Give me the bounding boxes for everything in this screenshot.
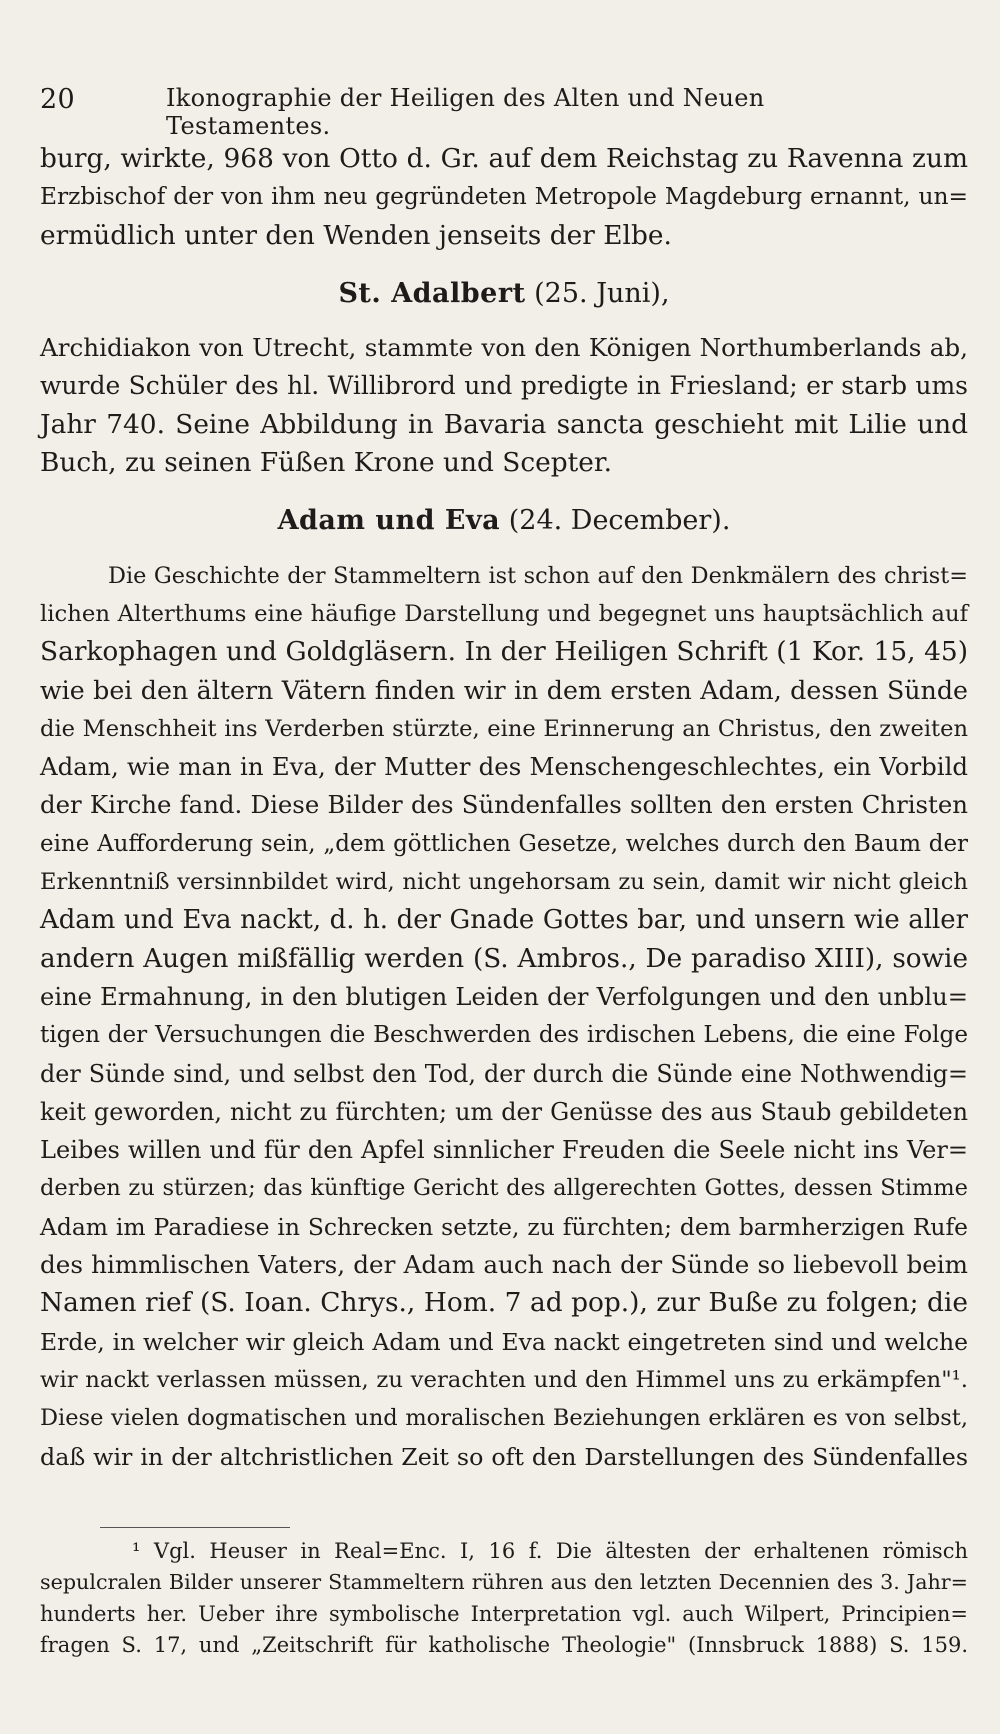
text-line: keit geworden, nicht zu fürchten; um der Genüsse des aus Staub gebildeten [40, 1097, 968, 1126]
text-line: Die Geschichte der Stammeltern ist schon auf den Denkmälern des christ= [108, 562, 968, 589]
text-line: Adam im Paradiese in Schrecken setzte, zu fürchten; dem barmherzigen Rufe [40, 1212, 968, 1241]
footnote-line: fragen S. 17, und „Zeitschrift für katholische Theologie" (Innsbruck 1888) S. 159. [40, 1633, 968, 1658]
text-line: andern Augen mißfällig werden (S. Ambros., De paradiso XIII), sowie [40, 943, 968, 974]
intro-paragraph [40, 140, 968, 255]
heading-feast-date: (24. December). [508, 505, 731, 537]
text-line: wurde Schüler des hl. Willibrord und predigte in Friesland; er starb ums [40, 371, 968, 401]
adam-eva-paragraph [40, 557, 968, 1476]
heading-feast-date: (25. Juni), [534, 277, 670, 309]
text-line: derben zu stürzen; das künftige Gericht des allgerechten Gottes, dessen Stimme [40, 1175, 968, 1202]
text-line: Erzbischof der von ihm neu gegründeten Metropole Magdeburg ernannt, un= [40, 183, 968, 211]
text-line: Erkenntniß versinnbildet wird, nicht ungehorsam zu sein, damit wir nicht gleich [40, 869, 968, 896]
text-line: Jahr 740. Seine Abbildung in Bavaria sancta geschieht mit Lilie und [40, 408, 968, 440]
page-number: 20 [40, 84, 75, 115]
section-heading-adam-eva [40, 502, 968, 540]
text-line: Leibes willen und für den Apfel sinnlicher Freuden die Seele nicht ins Ver= [40, 1136, 968, 1165]
text-line: daß wir in der altchristlichen Zeit so oft den Darstellungen des Sündenfalles [40, 1442, 968, 1471]
text-line: burg, wirkte, 968 von Otto d. Gr. auf dem Reichstag zu Ravenna zum [40, 143, 968, 174]
text-line: eine Ermahnung, in den blutigen Leiden der Verfolgungen und den unblu= [40, 982, 968, 1011]
text-line: Namen rief (S. Ioan. Chrys., Hom. 7 ad pop.), zur Buße zu folgen; die [40, 1287, 968, 1319]
text-line: Buch, zu seinen Füßen Krone und Scepter. [40, 447, 612, 479]
section-heading-adalbert [40, 275, 968, 313]
text-line: wir nackt verlassen müssen, zu verachten und den Himmel uns zu erkämpfen"¹. [40, 1366, 968, 1393]
text-line: lichen Alterthums eine häufige Darstellung und begegnet uns hauptsächlich auf [40, 600, 968, 627]
footnote-line: ¹ Vgl. Heuser in Real=Enc. I, 16 f. Die ältesten der erhaltenen römisch [132, 1539, 968, 1563]
text-line: des himmlischen Vaters, der Adam auch nach der Sünde so liebevoll beim [40, 1250, 968, 1280]
footnote [40, 1536, 968, 1662]
running-title: Ikonographie der Heiligen des Alten und Neuen Testamentes. [166, 84, 765, 140]
text-line: der Kirche fand. Diese Bilder des Sündenfalles sollten den ersten Christen [40, 790, 968, 820]
text-line: tigen der Versuchungen die Beschwerden des irdischen Lebens, die eine Folge [40, 1022, 968, 1049]
text-line: ermüdlich unter den Wenden jenseits der Elbe. [40, 219, 672, 251]
text-line: wie bei den ältern Vätern finden wir in dem ersten Adam, dessen Sünde [40, 675, 968, 705]
heading-saint-name: St. Adalbert [338, 277, 526, 309]
text-line: Erde, in welcher wir gleich Adam und Eva nackt eingetreten sind und welche [40, 1327, 968, 1356]
text-line: Archidiakon von Utrecht, stammte von den Königen Northumberlands ab, [40, 333, 968, 363]
text-line: Diese vielen dogmatischen und moralischen Beziehungen erklären es von selbst, [40, 1405, 968, 1432]
text-line: eine Aufforderung sein, „dem göttlichen Gesetze, welches durch den Baum der [40, 830, 968, 857]
text-line: die Menschheit ins Verderben stürzte, eine Erinnerung an Christus, den zweiten [40, 715, 968, 742]
main-text [40, 140, 968, 1476]
text-line: der Sünde sind, und selbst den Tod, der durch die Sünde eine Nothwendig= [40, 1059, 968, 1088]
text-line: Sarkophagen und Goldgläsern. In der Heiligen Schrift (1 Kor. 15, 45) [40, 636, 968, 668]
heading-saint-name: Adam und Eva [277, 505, 501, 537]
text-line: Adam, wie man in Eva, der Mutter des Menschengeschlechtes, ein Vorbild [40, 752, 968, 782]
adalbert-paragraph [40, 329, 968, 482]
footnote-line: sepulcralen Bilder unserer Stammeltern rühren aus den letzten Decennien des 3. Jahr= [40, 1570, 968, 1595]
footnote-rule [100, 1527, 290, 1528]
footnote-line: hunderts her. Ueber ihre symbolische Interpretation vgl. auch Wilpert, Principien= [40, 1601, 968, 1626]
text-line: Adam und Eva nackt, d. h. der Gnade Gottes bar, und unsern wie aller [40, 905, 968, 936]
